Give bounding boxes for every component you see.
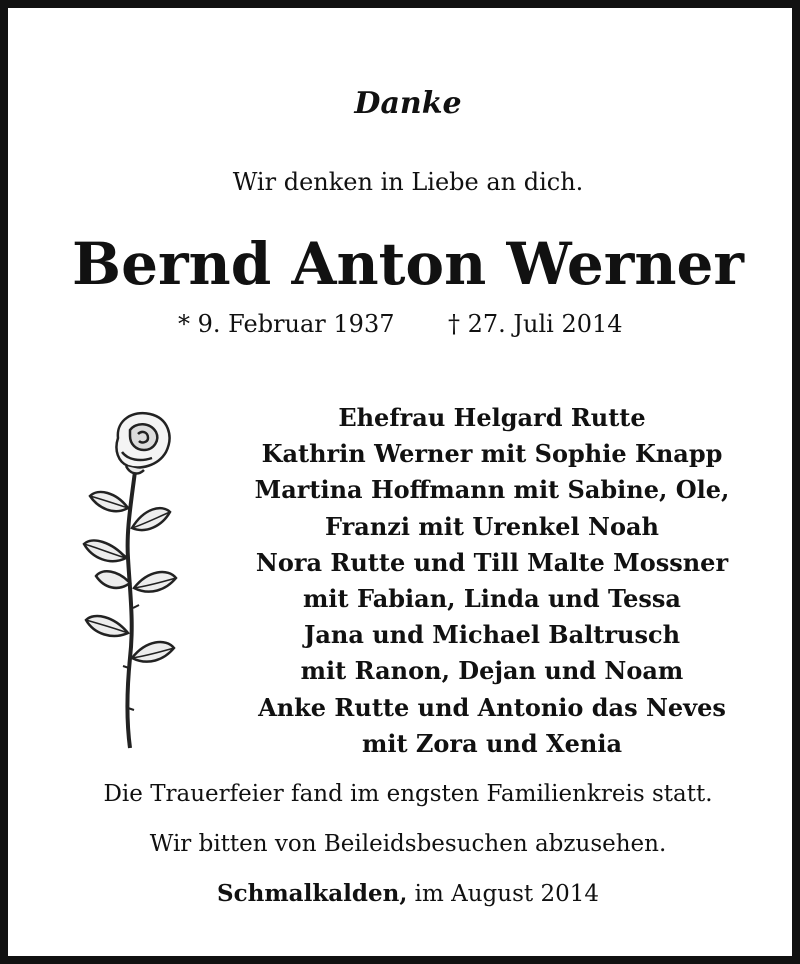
deceased-name: Bernd Anton Werner — [72, 230, 744, 298]
birth-date: * 9. Februar 1937 — [178, 310, 395, 338]
tagline: Wir denken in Liebe an dich. — [232, 168, 584, 196]
family-line: mit Zora und Xenia — [361, 728, 623, 758]
family-line: mit Fabian, Linda und Tessa — [303, 584, 681, 614]
family-line: Nora Rutte und Till Malte Mossner — [255, 547, 729, 577]
funeral-note: Die Trauerfeier fand im engsten Familienkreis statt. — [103, 781, 713, 807]
family-line: Martina Hoffmann mit Sabine, Ole, — [254, 475, 730, 505]
life-dates — [8, 310, 800, 344]
family-list — [208, 400, 776, 762]
condolence-note: Wir bitten von Beileidsbesuchen abzusehen. — [149, 831, 667, 857]
rose-icon — [78, 408, 188, 753]
closing-place: Schmalkalden, — [217, 880, 408, 907]
family-line: Kathrin Werner mit Sophie Knapp — [261, 439, 723, 469]
death-date: † 27. Juli 2014 — [448, 310, 623, 338]
family-line: mit Ranon, Dejan und Noam — [300, 656, 684, 686]
thanks-heading: Danke — [354, 86, 462, 121]
closing-line — [8, 880, 800, 907]
family-line: Anke Rutte und Antonio das Neves — [258, 692, 726, 722]
family-line: Franzi mit Urenkel Noah — [325, 511, 659, 541]
family-line: Ehefrau Helgard Rutte — [338, 403, 646, 432]
family-line: Jana und Michael Baltrusch — [303, 620, 681, 650]
closing-date: im August 2014 — [407, 881, 599, 907]
